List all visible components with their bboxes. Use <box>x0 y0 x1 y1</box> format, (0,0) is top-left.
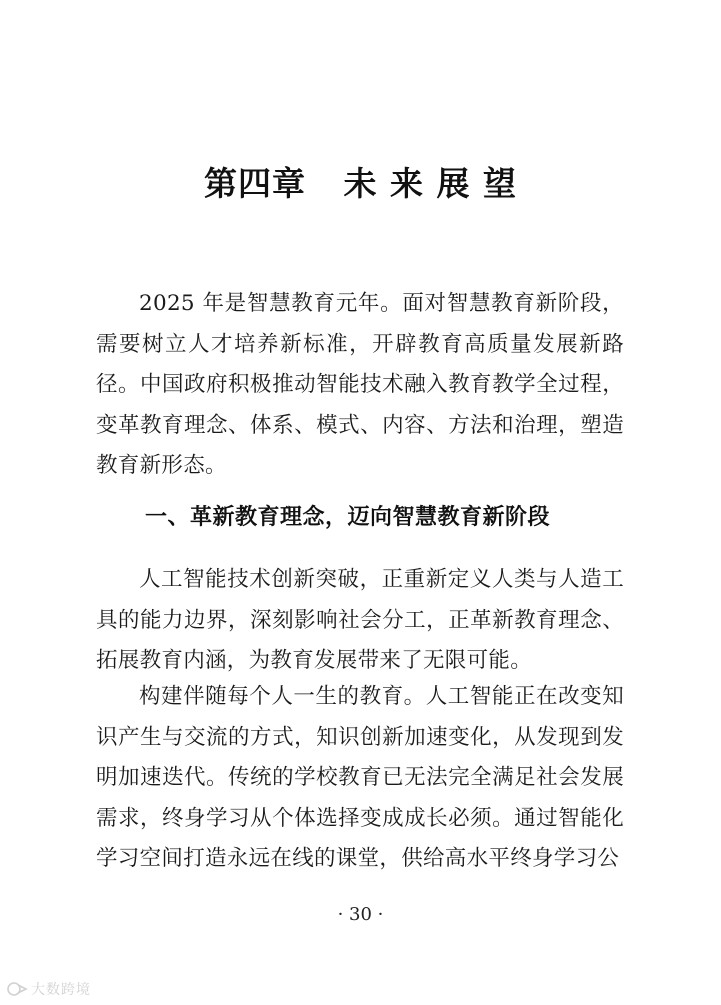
watermark-logo-icon <box>6 981 28 997</box>
page-number: · 30 · <box>337 904 384 925</box>
intro-paragraph: 2025 年是智慧教育元年。面对智慧教育新阶段，需要树立人才培养新标准，开辟教育高质量发展新路径。中国政府积极推动智能技术融入教育教学全过程，变革教育理念、体系、模式、内容、方法和治理，塑造教育新形态。 <box>96 291 624 478</box>
watermark <box>6 979 91 999</box>
watermark-text: 大数跨境 <box>31 981 91 997</box>
chapter-title: 第四章 未 来 展 望 <box>204 164 517 203</box>
section-paragraph-2: 构建伴随每个人一生的教育。人工智能正在改变知识产生与交流的方式，知识创新加速变化，从发现到发明加速迭代。传统的学校教育已无法完全满足社会发展需求，终身学习从个体选择变成成长必须。通过智能化学习空间打造永远在线的课堂，供给高水平终身学习公 <box>96 684 624 871</box>
section-paragraph-1: 人工智能技术创新突破，正重新定义人类与人造工具的能力边界，深刻影响社会分工，正革新教育理念、拓展教育内涵，为教育发展带来了无限可能。 <box>96 567 624 673</box>
section-heading: 一、革新教育理念，迈向智慧教育新阶段 <box>145 504 551 530</box>
